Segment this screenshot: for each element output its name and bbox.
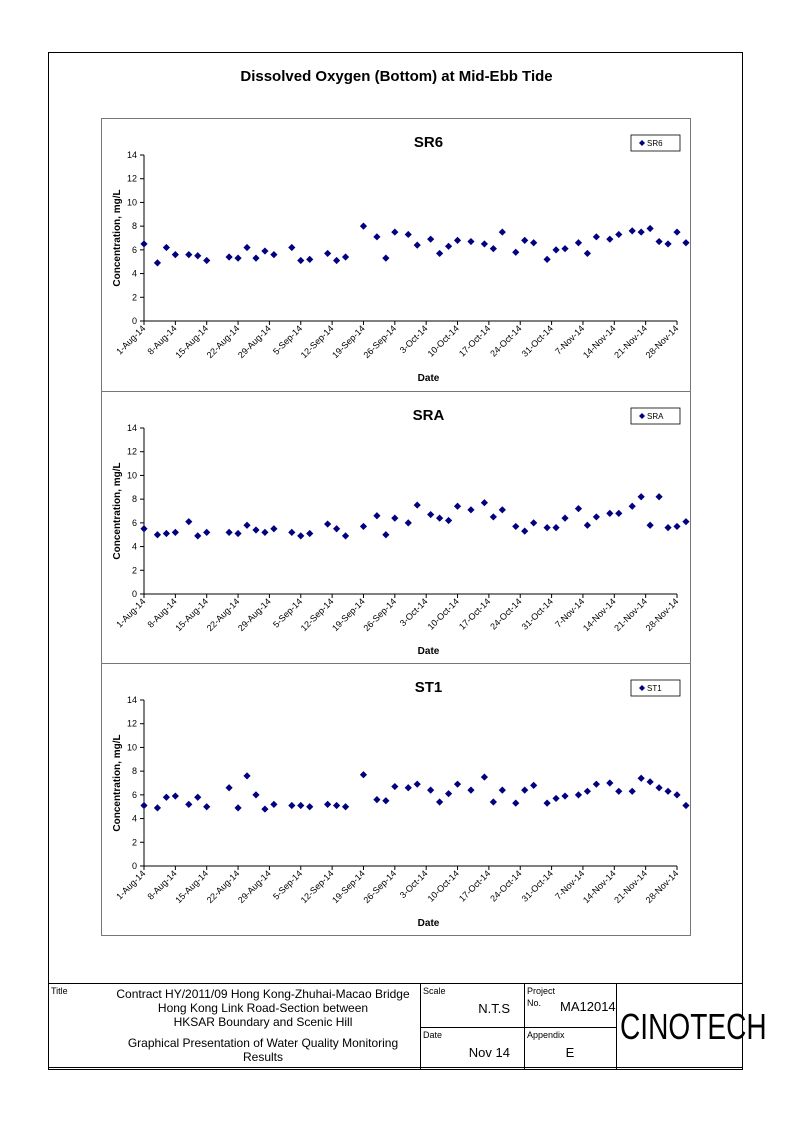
- data-point: [342, 803, 349, 810]
- chart-panel-st1: [102, 663, 690, 936]
- chart-title: SRA: [412, 407, 445, 424]
- data-point: [427, 511, 434, 518]
- y-tick-label: 14: [126, 150, 137, 160]
- x-tick-label: 12-Sep-14: [298, 323, 336, 361]
- data-point: [606, 236, 613, 243]
- x-tick-label: 26-Sep-14: [361, 868, 399, 906]
- x-tick-label: 15-Aug-14: [173, 868, 211, 906]
- data-point: [584, 250, 591, 257]
- data-point: [664, 788, 671, 795]
- contract-title-line-3: HKSAR Boundary and Scenic Hill: [173, 1015, 353, 1029]
- x-tick-label: 12-Sep-14: [298, 868, 336, 906]
- data-point: [512, 249, 519, 256]
- x-tick-label: 5-Sep-14: [270, 868, 305, 902]
- data-point: [629, 503, 636, 510]
- data-point: [306, 256, 313, 263]
- x-tick-label: 31-Oct-14: [519, 596, 556, 632]
- data-point: [252, 526, 259, 533]
- data-point: [575, 239, 582, 246]
- data-point: [360, 771, 367, 778]
- y-axis-label: Concentration, mg/L: [112, 189, 123, 287]
- x-axis-label: Date: [417, 646, 440, 657]
- data-point: [544, 524, 551, 531]
- y-tick-label: 10: [126, 197, 137, 208]
- data-point: [140, 802, 147, 809]
- data-point: [261, 529, 268, 536]
- data-point: [382, 531, 389, 538]
- y-tick-label: 12: [126, 718, 137, 729]
- data-point: [673, 523, 680, 530]
- y-tick-label: 0: [131, 861, 137, 871]
- data-point: [297, 257, 304, 264]
- data-point: [324, 801, 331, 808]
- data-point: [593, 233, 600, 240]
- data-point: [575, 791, 582, 798]
- title-label: Title: [51, 986, 68, 996]
- x-axis-label: Date: [417, 918, 440, 929]
- y-tick-label: 8: [131, 494, 137, 505]
- data-point: [490, 513, 497, 520]
- x-tick-label: 10-Oct-14: [425, 323, 461, 359]
- data-point: [194, 532, 201, 539]
- data-point: [638, 775, 645, 782]
- x-tick-label: 22-Aug-14: [204, 868, 242, 906]
- data-point: [414, 501, 421, 508]
- y-tick-label: 14: [126, 695, 137, 705]
- contract-title-line-2: Hong Kong Link Road-Section between: [157, 1001, 369, 1015]
- data-point: [382, 255, 389, 262]
- data-point: [382, 797, 389, 804]
- scale-value: N.T.S: [478, 1001, 510, 1016]
- x-tick-label: 28-Nov-14: [643, 596, 681, 634]
- data-point: [629, 227, 636, 234]
- y-tick-label: 6: [131, 517, 137, 528]
- data-point: [552, 795, 559, 802]
- cinotech-logo: CINOTECH: [620, 1006, 767, 1047]
- drawing-subtitle: [108, 1036, 418, 1064]
- y-tick-label: 2: [131, 565, 137, 576]
- y-tick-label: 12: [126, 173, 137, 184]
- x-tick-label: 3-Oct-14: [397, 868, 430, 901]
- data-point: [552, 524, 559, 531]
- data-point: [140, 240, 147, 247]
- contract-title-line-1: Contract HY/2011/09 Hong Kong-Zhuhai-Macao Bridge: [116, 987, 410, 1001]
- y-tick-label: 2: [131, 292, 137, 303]
- x-tick-label: 26-Sep-14: [361, 596, 399, 634]
- data-point: [234, 255, 241, 262]
- data-point: [333, 802, 340, 809]
- y-tick-label: 12: [126, 446, 137, 457]
- data-point: [544, 256, 551, 263]
- x-tick-label: 24-Oct-14: [488, 323, 524, 359]
- y-tick-label: 10: [126, 742, 137, 753]
- date-label: Date: [423, 1030, 443, 1040]
- data-point: [481, 773, 488, 780]
- y-tick-label: 0: [131, 316, 137, 326]
- data-point: [445, 790, 452, 797]
- data-point: [194, 252, 201, 259]
- data-point: [512, 523, 519, 530]
- data-point: [172, 529, 179, 536]
- x-tick-label: 29-Aug-14: [236, 868, 273, 906]
- data-point: [521, 528, 528, 535]
- data-point: [163, 530, 170, 537]
- data-point: [615, 510, 622, 517]
- x-tick-label: 28-Nov-14: [643, 323, 681, 361]
- data-point: [342, 253, 349, 260]
- data-point: [288, 802, 295, 809]
- y-tick-label: 4: [131, 541, 137, 552]
- data-point: [342, 532, 349, 539]
- data-point: [655, 784, 662, 791]
- scale-label: Scale: [423, 986, 446, 996]
- y-tick-label: 4: [131, 813, 137, 824]
- x-tick-label: 24-Oct-14: [488, 868, 524, 904]
- contract-title: [108, 987, 418, 1029]
- data-point: [427, 787, 434, 794]
- y-tick-label: 8: [131, 221, 137, 232]
- data-point: [530, 782, 537, 789]
- data-point: [270, 525, 277, 532]
- data-point: [490, 798, 497, 805]
- data-point: [682, 239, 689, 246]
- data-point: [647, 225, 654, 232]
- x-tick-label: 15-Aug-14: [173, 596, 211, 634]
- project-label: Project: [527, 986, 556, 996]
- data-point: [360, 523, 367, 530]
- project-number: MA12014: [560, 999, 616, 1014]
- data-point: [405, 784, 412, 791]
- data-point: [615, 788, 622, 795]
- x-tick-label: 3-Oct-14: [397, 596, 430, 629]
- data-point: [499, 787, 506, 794]
- x-tick-label: 7-Nov-14: [553, 868, 587, 902]
- data-point: [530, 239, 537, 246]
- x-tick-label: 17-Oct-14: [456, 868, 493, 904]
- chart-title: SR6: [413, 134, 444, 151]
- data-point: [360, 223, 367, 230]
- data-point: [333, 525, 340, 532]
- appendix-value: E: [565, 1045, 575, 1060]
- x-tick-label: 14-Nov-14: [580, 323, 618, 361]
- x-tick-label: 28-Nov-14: [643, 868, 681, 906]
- data-point: [373, 233, 380, 240]
- x-tick-label: 31-Oct-14: [519, 323, 556, 359]
- data-point: [172, 251, 179, 258]
- data-point: [154, 804, 161, 811]
- data-point: [593, 513, 600, 520]
- data-point: [226, 253, 233, 260]
- x-tick-label: 22-Aug-14: [204, 596, 242, 634]
- data-point: [288, 244, 295, 251]
- x-tick-label: 17-Oct-14: [456, 596, 493, 632]
- data-point: [490, 245, 497, 252]
- data-point: [261, 247, 268, 254]
- x-tick-label: 5-Sep-14: [270, 323, 305, 357]
- data-point: [615, 231, 622, 238]
- data-point: [552, 246, 559, 253]
- y-tick-label: 6: [131, 789, 137, 800]
- data-point: [163, 244, 170, 251]
- chart-st1: [102, 664, 690, 936]
- x-tick-label: 19-Sep-14: [330, 868, 367, 906]
- x-tick-label: 22-Aug-14: [204, 323, 242, 361]
- data-point: [203, 257, 210, 264]
- x-tick-label: 17-Oct-14: [456, 323, 493, 359]
- data-point: [584, 788, 591, 795]
- data-point: [561, 515, 568, 522]
- project-no-label: No.: [527, 998, 542, 1008]
- y-tick-label: 14: [126, 423, 137, 433]
- page-title: Dissolved Oxygen (Bottom) at Mid-Ebb Tide: [240, 68, 553, 85]
- data-point: [373, 512, 380, 519]
- data-point: [521, 237, 528, 244]
- x-tick-label: 14-Nov-14: [580, 596, 618, 634]
- data-point: [243, 522, 250, 529]
- x-tick-label: 8-Aug-14: [145, 323, 179, 357]
- chart-panel-sr6: [102, 119, 690, 391]
- x-tick-label: 21-Nov-14: [612, 323, 650, 361]
- x-tick-label: 29-Aug-14: [236, 323, 273, 361]
- data-point: [297, 802, 304, 809]
- title-block: [48, 983, 767, 1069]
- x-tick-label: 26-Sep-14: [361, 323, 399, 361]
- data-point: [270, 801, 277, 808]
- x-tick-label: 1-Aug-14: [114, 596, 148, 630]
- data-point: [288, 529, 295, 536]
- data-point: [664, 524, 671, 531]
- y-tick-label: 2: [131, 837, 137, 848]
- data-point: [306, 530, 313, 537]
- legend-label: SR6: [647, 139, 663, 148]
- data-point: [606, 779, 613, 786]
- data-point: [391, 783, 398, 790]
- data-point: [324, 250, 331, 257]
- data-point: [140, 525, 147, 532]
- data-point: [682, 802, 689, 809]
- data-point: [226, 784, 233, 791]
- x-tick-label: 29-Aug-14: [236, 596, 273, 634]
- chart-sra: [102, 392, 690, 664]
- x-tick-label: 21-Nov-14: [612, 596, 650, 634]
- x-tick-label: 14-Nov-14: [580, 868, 618, 906]
- x-tick-label: 19-Sep-14: [330, 323, 367, 361]
- data-point: [544, 800, 551, 807]
- data-point: [243, 244, 250, 251]
- data-point: [467, 787, 474, 794]
- legend: [631, 680, 680, 696]
- data-point: [606, 510, 613, 517]
- y-tick-label: 0: [131, 589, 137, 599]
- data-point: [405, 519, 412, 526]
- x-tick-label: 21-Nov-14: [612, 868, 650, 906]
- data-point: [499, 228, 506, 235]
- data-point: [530, 519, 537, 526]
- x-tick-label: 5-Sep-14: [270, 596, 305, 630]
- data-point: [154, 259, 161, 266]
- x-tick-label: 10-Oct-14: [425, 596, 461, 632]
- x-tick-label: 7-Nov-14: [553, 596, 587, 630]
- data-point: [436, 250, 443, 257]
- data-point: [414, 242, 421, 249]
- data-point: [584, 522, 591, 529]
- data-point: [647, 522, 654, 529]
- data-point: [655, 238, 662, 245]
- data-point: [391, 228, 398, 235]
- data-point: [185, 251, 192, 258]
- data-point: [163, 794, 170, 801]
- data-point: [561, 245, 568, 252]
- data-point: [467, 238, 474, 245]
- data-point: [194, 794, 201, 801]
- x-tick-label: 31-Oct-14: [519, 868, 556, 904]
- data-point: [647, 778, 654, 785]
- data-point: [297, 532, 304, 539]
- data-point: [172, 792, 179, 799]
- data-point: [682, 518, 689, 525]
- data-point: [561, 792, 568, 799]
- x-tick-label: 24-Oct-14: [488, 596, 524, 632]
- x-tick-label: 12-Sep-14: [298, 596, 336, 634]
- data-point: [436, 798, 443, 805]
- data-point: [185, 801, 192, 808]
- data-point: [270, 251, 277, 258]
- data-point: [234, 530, 241, 537]
- chart-sr6: [102, 119, 690, 391]
- date-value: Nov 14: [468, 1045, 510, 1060]
- data-point: [521, 787, 528, 794]
- y-axis-label: Concentration, mg/L: [112, 734, 123, 832]
- data-point: [575, 505, 582, 512]
- legend-label: SRA: [647, 412, 664, 421]
- chart-panel-sra: [102, 391, 690, 664]
- x-tick-label: 10-Oct-14: [425, 868, 461, 904]
- x-tick-label: 15-Aug-14: [173, 323, 211, 361]
- data-point: [405, 231, 412, 238]
- data-point: [391, 515, 398, 522]
- legend: [631, 135, 680, 151]
- data-point: [226, 529, 233, 536]
- data-point: [185, 518, 192, 525]
- data-point: [445, 517, 452, 524]
- data-point: [427, 236, 434, 243]
- data-point: [414, 781, 421, 788]
- data-point: [512, 800, 519, 807]
- y-axis-label: Concentration, mg/L: [112, 462, 123, 560]
- y-tick-label: 8: [131, 766, 137, 777]
- data-point: [467, 506, 474, 513]
- data-point: [673, 228, 680, 235]
- data-point: [629, 788, 636, 795]
- legend: [631, 408, 680, 424]
- data-point: [664, 240, 671, 247]
- data-point: [306, 803, 313, 810]
- data-point: [481, 240, 488, 247]
- data-point: [673, 791, 680, 798]
- data-point: [234, 804, 241, 811]
- x-tick-label: 1-Aug-14: [114, 868, 148, 902]
- data-point: [454, 781, 461, 788]
- data-point: [436, 515, 443, 522]
- x-tick-label: 3-Oct-14: [397, 323, 430, 356]
- data-point: [499, 506, 506, 513]
- data-point: [203, 803, 210, 810]
- drawing-subtitle-line-1: Graphical Presentation of Water Quality Monitoring: [127, 1036, 399, 1050]
- x-tick-label: 1-Aug-14: [114, 323, 148, 357]
- data-point: [333, 257, 340, 264]
- y-tick-label: 4: [131, 268, 137, 279]
- data-point: [373, 796, 380, 803]
- x-tick-label: 8-Aug-14: [145, 868, 179, 902]
- appendix-label: Appendix: [527, 1030, 565, 1040]
- data-point: [154, 531, 161, 538]
- x-tick-label: 19-Sep-14: [330, 596, 367, 634]
- data-point: [203, 529, 210, 536]
- y-tick-label: 10: [126, 470, 137, 481]
- data-point: [252, 791, 259, 798]
- charts-container: [101, 118, 691, 936]
- data-point: [445, 243, 452, 250]
- data-point: [638, 228, 645, 235]
- data-point: [261, 805, 268, 812]
- data-point: [454, 503, 461, 510]
- data-point: [638, 493, 645, 500]
- data-point: [454, 237, 461, 244]
- x-axis-label: Date: [417, 373, 440, 384]
- x-tick-label: 8-Aug-14: [145, 596, 179, 630]
- y-tick-label: 6: [131, 244, 137, 255]
- legend-label: ST1: [647, 684, 662, 693]
- chart-title: ST1: [414, 679, 443, 696]
- data-point: [252, 255, 259, 262]
- data-point: [481, 499, 488, 506]
- data-point: [655, 493, 662, 500]
- data-point: [324, 520, 331, 527]
- data-point: [593, 781, 600, 788]
- drawing-subtitle-line-2: Results: [242, 1050, 283, 1064]
- data-point: [243, 772, 250, 779]
- x-tick-label: 7-Nov-14: [553, 323, 587, 357]
